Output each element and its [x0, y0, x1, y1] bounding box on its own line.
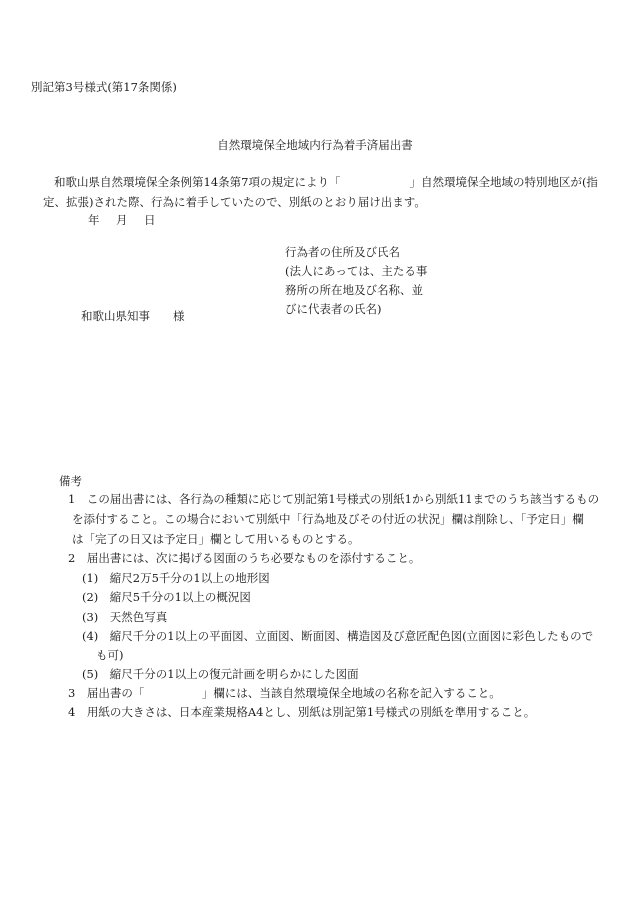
addressee: 和歌山県知事 様 [81, 309, 185, 323]
date-year: 年 [88, 213, 100, 227]
note-2-item-4: (4) 縮尺千分の1以上の平面図、立面図、断面図、構造図及び意匠配色図(立面図に彩色したもので [82, 629, 594, 643]
note-2-item-4-continuation: も可) [96, 648, 124, 662]
note-2-item-1: (1) 縮尺2万5千分の1以上の地形図 [82, 571, 270, 585]
applicant-line-4: びに代表者の氏名) [285, 302, 382, 316]
date-day: 日 [144, 213, 156, 227]
document-title: 自然環境保全地域内行為着手済届出書 [217, 138, 413, 152]
note-2-item-2: (2) 縮尺5千分の1以上の概況図 [82, 590, 251, 604]
applicant-line-3: 務所の所在地及び名称、並 [285, 283, 423, 297]
note-3: 3 届出書の「 」欄には、当該自然環境保全地域の名称を記入すること。 [68, 686, 501, 700]
note-2-item-5: (5) 縮尺千分の1以上の復元計画を明らかにした図面 [82, 667, 359, 681]
form-number: 別記第3号様式(第17条関係) [31, 80, 177, 94]
note-1-line-3: は「完了の日又は予定日」欄として用いるものとする。 [72, 532, 360, 546]
note-2-item-3: (3) 天然色写真 [82, 610, 168, 624]
note-1-line-2: を添付すること。この場合において別紙中「行為地及びその付近の状況」欄は削除し、「予定日」欄 [72, 512, 584, 526]
note-1-line-1: 1 この届出書には、各行為の種類に応じて別記第1号様式の別紙1から別紙11までのうち該当するもの [68, 492, 600, 506]
note-4: 4 用紙の大きさは、日本産業規格A4とし、別紙は別記第1号様式の別紙を準用すること。 [68, 705, 536, 719]
notes-heading: 備考 [59, 474, 82, 488]
body-text-line-2: 定、拡張)された際、行為に着手していたので、別紙のとおり届け出ます。 [43, 195, 426, 209]
date-line [88, 215, 156, 227]
applicant-line-2: (法人にあっては、主たる事 [285, 264, 428, 278]
note-2: 2 届出書には、次に掲げる図面のうち必要なものを添付すること。 [68, 551, 421, 565]
applicant-block [285, 247, 427, 323]
body-text-line-1: 和歌山県自然環境保全条例第14条第7項の規定により「 」自然環境保全地域の特別地区が(指 [54, 175, 598, 189]
applicant-line-1: 行為者の住所及び氏名 [285, 245, 400, 259]
date-month: 月 [116, 213, 128, 227]
